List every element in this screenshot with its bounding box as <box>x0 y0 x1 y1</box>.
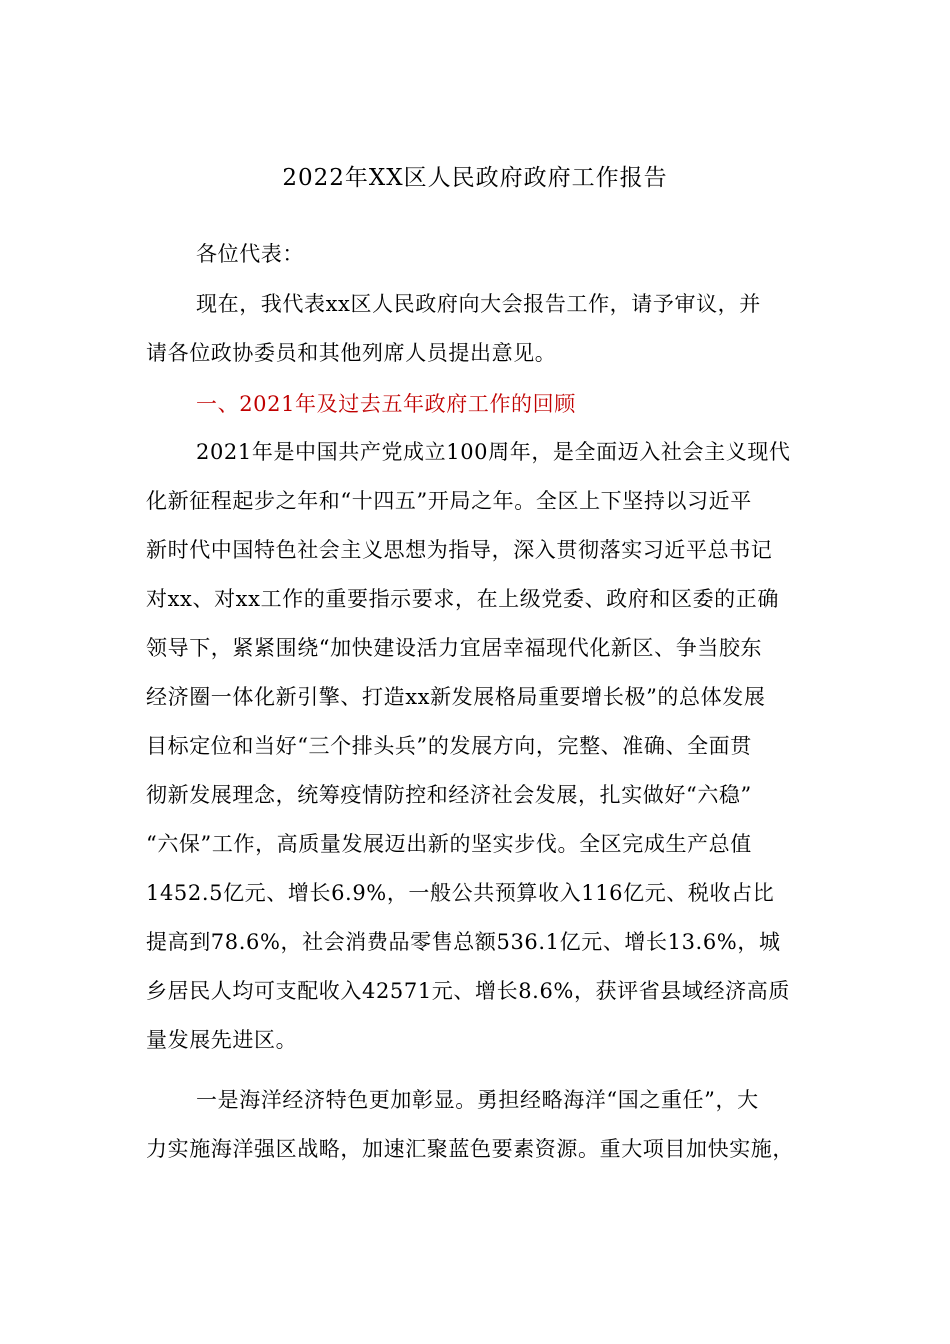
review-line: 新时代中国特色社会主义思想为指导，深入贯彻落实习近平总书记 <box>146 538 773 562</box>
review-line: 提高到78.6%，社会消费品零售总额536.1亿元、增长13.6%，城 <box>146 930 781 954</box>
marine-economy-paragraph <box>146 1076 806 1174</box>
review-line: 2021年是中国共产党成立100周年，是全面迈入社会主义现代 <box>196 440 791 464</box>
review-paragraph <box>146 428 806 1065</box>
review-line: 化新征程起步之年和“十四五”开局之年。全区上下坚持以习近平 <box>146 489 752 513</box>
review-line: 对xx、对xx工作的重要指示要求，在上级党委、政府和区委的正确 <box>146 587 779 611</box>
intro-paragraph <box>146 280 806 378</box>
review-line: 1452.5亿元、增长6.9%，一般公共预算收入116亿元、税收占比 <box>146 881 775 905</box>
review-line: 经济圈一体化新引擎、打造xx新发展格局重要增长极”的总体发展 <box>146 685 766 709</box>
review-line: 量发展先进区。 <box>146 1028 298 1052</box>
salutation-line: 各位代表： <box>196 242 304 266</box>
review-line: 领导下，紧紧围绕“加快建设活力宜居幸福现代化新区、争当胶东 <box>146 636 763 660</box>
section-heading-line: 一、2021年及过去五年政府工作的回顾 <box>196 392 576 416</box>
review-line: 目标定位和当好“三个排头兵”的发展方向，完整、准确、全面贯 <box>146 734 752 758</box>
section-heading <box>146 380 806 429</box>
document-title: 2022年XX区人民政府政府工作报告 <box>282 165 668 191</box>
marine-line: 一是海洋经济特色更加彰显。勇担经略海洋“国之重任”，大 <box>196 1088 759 1112</box>
intro-line: 现在，我代表xx区人民政府向大会报告工作，请予审议，并 <box>196 292 761 316</box>
review-line: 彻新发展理念，统筹疫情防控和经济社会发展，扎实做好“六稳” <box>146 783 752 807</box>
review-line: 乡居民人均可支配收入42571元、增长8.6%，获评省县域经济高质 <box>146 979 790 1003</box>
salutation <box>146 230 806 279</box>
marine-line: 力实施海洋强区战略，加速汇聚蓝色要素资源。重大项目加快实施， <box>146 1137 794 1161</box>
intro-line: 请各位政协委员和其他列席人员提出意见。 <box>146 341 557 365</box>
review-line: “六保”工作，高质量发展迈出新的坚实步伐。全区完成生产总值 <box>146 832 752 856</box>
